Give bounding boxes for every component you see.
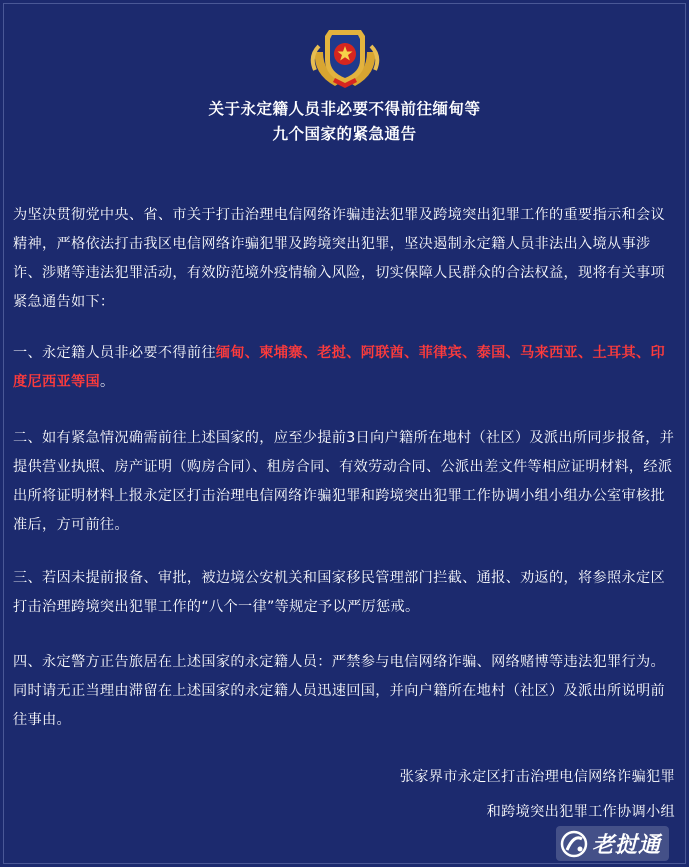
notice-title-line2: 九个国家的紧急通告 (272, 125, 417, 143)
watermark-text: 老挝通 (591, 833, 661, 858)
brand-logo-icon (560, 830, 588, 858)
item-1-paragraph (13, 339, 677, 397)
police-emblem-icon (307, 22, 383, 92)
watermark (556, 826, 669, 861)
notice-title-line1: 关于永定籍人员非必要不得前往缅甸等 (208, 100, 481, 118)
item-4-paragraph: 四、永定警方正告旅居在上述国家的永定籍人员：严禁参与电信网络诈骗、网络赌博等违法犯罪行为。同时请无正当理由滞留在上述国家的永定籍人员迅速回国，并向户籍所在地村（社区）及派出所说明前往事由。 (13, 654, 665, 728)
item-1-prefix: 一、永定籍人员非必要不得前往 (13, 345, 216, 361)
item-2-paragraph: 二、如有紧急情况确需前往上述国家的，应至少提前3日向户籍所在地村（社区）及派出所同步报备，并提供营业执照、房产证明（购房合同）、租房合同、有效劳动合同、公派出差文件等相应证明材料，经派出所将证明材料上报永定区打击治理电信网络诈骗犯罪和跨境突出犯罪工作协调小组小组办公室审核批准后，方可前往。 (13, 430, 675, 533)
intro-paragraph: 为坚决贯彻党中央、省、市关于打击治理电信网络诈骗违法犯罪及跨境突出犯罪工作的重要指示和会议精神，严格依法打击我区电信网络诈骗犯罪及跨境突出犯罪，坚决遏制永定籍人员非法出入境从事涉诈、涉赌等违法犯罪活动，有效防范境外疫情输入风险，切实保障人民群众的合法权益，现将有关事项紧急通告如下： (13, 207, 665, 310)
item-3-paragraph: 三、若因未提前报备、审批，被边境公安机关和国家移民管理部门拦截、通报、劝返的，将参照永定区打击治理跨境突出犯罪工作的“八个一律”等规定予以严厉惩戒。 (13, 570, 665, 615)
item-1-suffix: 。 (99, 374, 115, 390)
signature-line1: 张家界市永定区打击治理电信网络诈骗犯罪 (399, 769, 675, 785)
signature-line2: 和跨境突出犯罪工作协调小组 (486, 804, 675, 820)
item-1-countries: 缅甸、柬埔寨、老挝、阿联酋、菲律宾、泰国、马来西亚、土耳其、印度尼西亚等国 (13, 345, 665, 390)
